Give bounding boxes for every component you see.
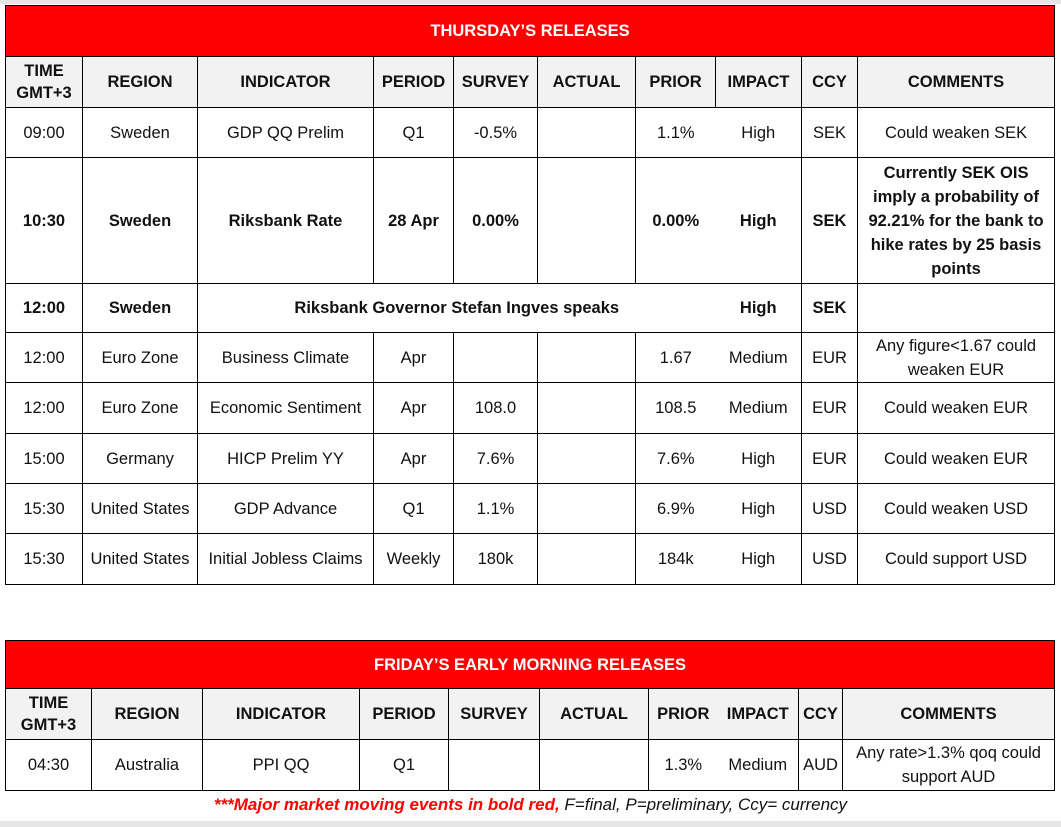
cell-period: Q1 xyxy=(374,484,454,534)
cell-impact: High xyxy=(716,434,802,484)
table-row xyxy=(6,484,1055,534)
cell-time: 15:00 xyxy=(6,434,83,484)
header-comments: COMMENTS xyxy=(858,57,1055,108)
footnote-highlight: ***Major market moving events in bold red, xyxy=(213,795,560,814)
cell-time: 15:30 xyxy=(6,534,83,585)
table-row xyxy=(6,434,1055,484)
cell-survey xyxy=(454,333,538,383)
cell-indicator-merged: Riksbank Governor Stefan Ingves speaks xyxy=(198,284,716,333)
top-edge xyxy=(0,0,1061,4)
header-ccy: CCY xyxy=(799,689,843,740)
cell-prior: 184k xyxy=(636,534,716,585)
cell-ccy: EUR xyxy=(802,333,858,383)
cell-impact: High xyxy=(716,534,802,585)
cell-region: Sweden xyxy=(83,284,198,333)
cell-survey: 7.6% xyxy=(454,434,538,484)
cell-period: Q1 xyxy=(360,740,449,791)
cell-region: Euro Zone xyxy=(83,383,198,434)
table-row-major xyxy=(6,284,1055,333)
cell-period: Q1 xyxy=(374,108,454,158)
cell-impact: Medium xyxy=(716,383,802,434)
cell-period: 28 Apr xyxy=(374,158,454,284)
cell-comments: Could weaken SEK xyxy=(858,108,1055,158)
cell-impact: High xyxy=(716,484,802,534)
cell-time: 10:30 xyxy=(6,158,83,284)
header-impact: IMPACT xyxy=(716,57,802,108)
cell-actual xyxy=(540,740,649,791)
cell-indicator: GDP QQ Prelim xyxy=(198,108,374,158)
cell-survey: -0.5% xyxy=(454,108,538,158)
cell-region: Germany xyxy=(83,434,198,484)
cell-ccy: SEK xyxy=(802,284,858,333)
cell-indicator: Economic Sentiment xyxy=(198,383,374,434)
cell-actual xyxy=(538,333,636,383)
cell-survey: 0.00% xyxy=(454,158,538,284)
cell-prior: 1.1% xyxy=(636,108,716,158)
cell-period: Apr xyxy=(374,383,454,434)
cell-indicator: Riksbank Rate xyxy=(198,158,374,284)
cell-actual xyxy=(538,108,636,158)
cell-period: Apr xyxy=(374,333,454,383)
header-survey: SURVEY xyxy=(454,57,538,108)
cell-comments: Any figure<1.67 could weaken EUR xyxy=(858,333,1055,383)
cell-region: Sweden xyxy=(83,158,198,284)
table-row xyxy=(6,108,1055,158)
cell-indicator: PPI QQ xyxy=(203,740,360,791)
cell-time: 15:30 xyxy=(6,484,83,534)
header-region: REGION xyxy=(92,689,203,740)
cell-ccy: EUR xyxy=(802,383,858,434)
cell-region: Australia xyxy=(92,740,203,791)
cell-time: 04:30 xyxy=(6,740,92,791)
cell-time: 09:00 xyxy=(6,108,83,158)
cell-impact: Medium xyxy=(718,740,799,791)
header-prior: PRIOR xyxy=(636,57,716,108)
cell-actual xyxy=(538,484,636,534)
cell-prior: 0.00% xyxy=(636,158,716,284)
cell-time: 12:00 xyxy=(6,383,83,434)
cell-ccy: USD xyxy=(802,534,858,585)
header-period: PERIOD xyxy=(360,689,449,740)
table-title: THURSDAY’S RELEASES xyxy=(6,6,1055,57)
cell-region: United States xyxy=(83,534,198,585)
cell-actual xyxy=(538,383,636,434)
cell-prior: 108.5 xyxy=(636,383,716,434)
cell-impact: Medium xyxy=(716,333,802,383)
header-actual: ACTUAL xyxy=(538,57,636,108)
header-comments: COMMENTS xyxy=(843,689,1055,740)
cell-region: Sweden xyxy=(83,108,198,158)
cell-ccy: SEK xyxy=(802,108,858,158)
header-prior: PRIOR xyxy=(649,689,718,740)
header-period: PERIOD xyxy=(374,57,454,108)
cell-ccy: AUD xyxy=(799,740,843,791)
cell-indicator: Business Climate xyxy=(198,333,374,383)
header-time: TIME GMT+3 xyxy=(6,689,92,740)
cell-impact: High xyxy=(716,284,802,333)
cell-comments: Any rate>1.3% qoq could support AUD xyxy=(843,740,1055,791)
header-indicator: INDICATOR xyxy=(198,57,374,108)
cell-ccy: EUR xyxy=(802,434,858,484)
table-row xyxy=(6,383,1055,434)
cell-comments: Could weaken USD xyxy=(858,484,1055,534)
header-ccy: CCY xyxy=(802,57,858,108)
cell-impact: High xyxy=(716,158,802,284)
friday-releases-table xyxy=(5,640,1055,791)
bottom-edge xyxy=(0,821,1061,827)
footnote-legend: F=final, P=preliminary, Ccy= currency xyxy=(559,795,848,814)
table-row xyxy=(6,740,1055,791)
cell-time: 12:00 xyxy=(6,284,83,333)
cell-comments: Could support USD xyxy=(858,534,1055,585)
cell-comments: Currently SEK OIS imply a probability of 92.21% for the bank to hike rates by 25 basis points xyxy=(858,158,1055,284)
cell-prior: 7.6% xyxy=(636,434,716,484)
cell-indicator: GDP Advance xyxy=(198,484,374,534)
cell-actual xyxy=(538,434,636,484)
cell-survey: 108.0 xyxy=(454,383,538,434)
cell-ccy: SEK xyxy=(802,158,858,284)
cell-impact: High xyxy=(716,108,802,158)
header-indicator: INDICATOR xyxy=(203,689,360,740)
cell-indicator: HICP Prelim YY xyxy=(198,434,374,484)
header-row xyxy=(6,57,1055,108)
thursday-releases-table xyxy=(5,5,1055,585)
cell-survey: 180k xyxy=(454,534,538,585)
cell-region: Euro Zone xyxy=(83,333,198,383)
footnote xyxy=(0,795,1061,815)
cell-survey: 1.1% xyxy=(454,484,538,534)
cell-indicator: Initial Jobless Claims xyxy=(198,534,374,585)
cell-period: Apr xyxy=(374,434,454,484)
header-impact: IMPACT xyxy=(718,689,799,740)
cell-survey xyxy=(449,740,540,791)
cell-comments: Could weaken EUR xyxy=(858,383,1055,434)
cell-time: 12:00 xyxy=(6,333,83,383)
cell-prior: 1.67 xyxy=(636,333,716,383)
header-time: TIME GMT+3 xyxy=(6,57,83,108)
cell-prior: 6.9% xyxy=(636,484,716,534)
header-actual: ACTUAL xyxy=(540,689,649,740)
cell-region: United States xyxy=(83,484,198,534)
table-row-major xyxy=(6,158,1055,284)
header-row xyxy=(6,689,1055,740)
table-title: FRIDAY’S EARLY MORNING RELEASES xyxy=(6,641,1055,689)
table-row xyxy=(6,333,1055,383)
cell-prior: 1.3% xyxy=(649,740,718,791)
cell-ccy: USD xyxy=(802,484,858,534)
cell-actual xyxy=(538,534,636,585)
cell-actual xyxy=(538,158,636,284)
header-survey: SURVEY xyxy=(449,689,540,740)
cell-comments: Could weaken EUR xyxy=(858,434,1055,484)
table-row xyxy=(6,534,1055,585)
cell-period: Weekly xyxy=(374,534,454,585)
cell-comments xyxy=(858,284,1055,333)
header-region: REGION xyxy=(83,57,198,108)
